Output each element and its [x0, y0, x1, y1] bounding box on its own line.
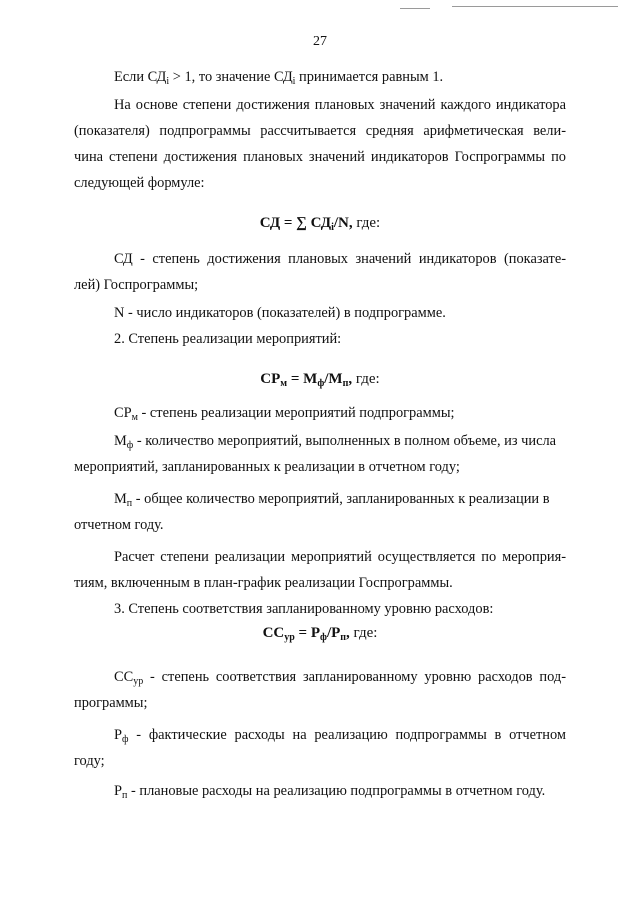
definitions-sd: [74, 246, 566, 352]
text-line: отчетном году.: [74, 517, 164, 533]
formula-ssur: $СС_{ур} = Р_ф/Р_п$, где:: [262, 625, 378, 643]
text-line: $Р_ф$ - фактические расходы на реализацию подпрограммы в отчетном: [114, 727, 566, 745]
text-line: лей) Госпрограммы;: [74, 277, 199, 293]
definitions-ssur: [74, 664, 566, 804]
scan-artifact-line: [400, 8, 430, 9]
formula-sd: СД = ∑ $СД_i/N$, где:: [259, 215, 381, 233]
text-line: чина степени достижения плановых значений индикаторов Госпрограммы по: [74, 149, 566, 165]
scan-artifact-line: [452, 6, 618, 7]
formula-srm: $СР_м = М_ф/М_п$, где:: [260, 371, 380, 389]
text-line: На основе степени достижения плановых значений каждого индикатора: [114, 97, 566, 113]
text-line: $СР_м$ - степень реализации мероприятий подпрограммы;: [114, 405, 455, 423]
text-line: $М_ф$ - количество мероприятий, выполненных в полном объеме, из числа: [114, 433, 557, 451]
text-line: N - число индикаторов (показателей) в подпрограмме.: [114, 305, 446, 321]
text-line: $М_п$ - общее количество мероприятий, запланированных к реализации в: [114, 491, 550, 509]
text-line: следующей формуле:: [74, 175, 205, 191]
section-heading-3: 3. Степень соответствия запланированному уровню расходов:: [114, 601, 494, 617]
text-line: $Р_п$ - плановые расходы на реализацию подпрограммы в отчетном году.: [114, 783, 546, 801]
paragraph-limit-rule: Если $СД_i > 1$, то значение $СД_i$ принимается равным 1.: [114, 69, 444, 87]
page-number: 27: [313, 34, 327, 49]
section-heading-2: 2. Степень реализации мероприятий:: [114, 331, 342, 347]
text-line: Расчет степени реализации мероприятий осуществляется по мероприя-: [114, 549, 566, 565]
text-line: программы;: [74, 695, 148, 711]
paragraph-average-degree: [74, 92, 566, 196]
text-line: СД - степень достижения плановых значений индикаторов (показате-: [114, 251, 566, 267]
text-line: $СС_{ур}$ - степень соответствия запланированному уровню расходов под-: [114, 669, 566, 687]
text-line: году;: [74, 753, 105, 769]
text-line: тиям, включенным в план-график реализации Госпрограммы.: [74, 575, 453, 591]
text-line: мероприятий, запланированных к реализации в отчетном году;: [74, 459, 460, 475]
definitions-srm: [74, 400, 566, 622]
text-line: (показателя) подпрограммы рассчитывается средняя арифметическая вели-: [74, 123, 566, 139]
